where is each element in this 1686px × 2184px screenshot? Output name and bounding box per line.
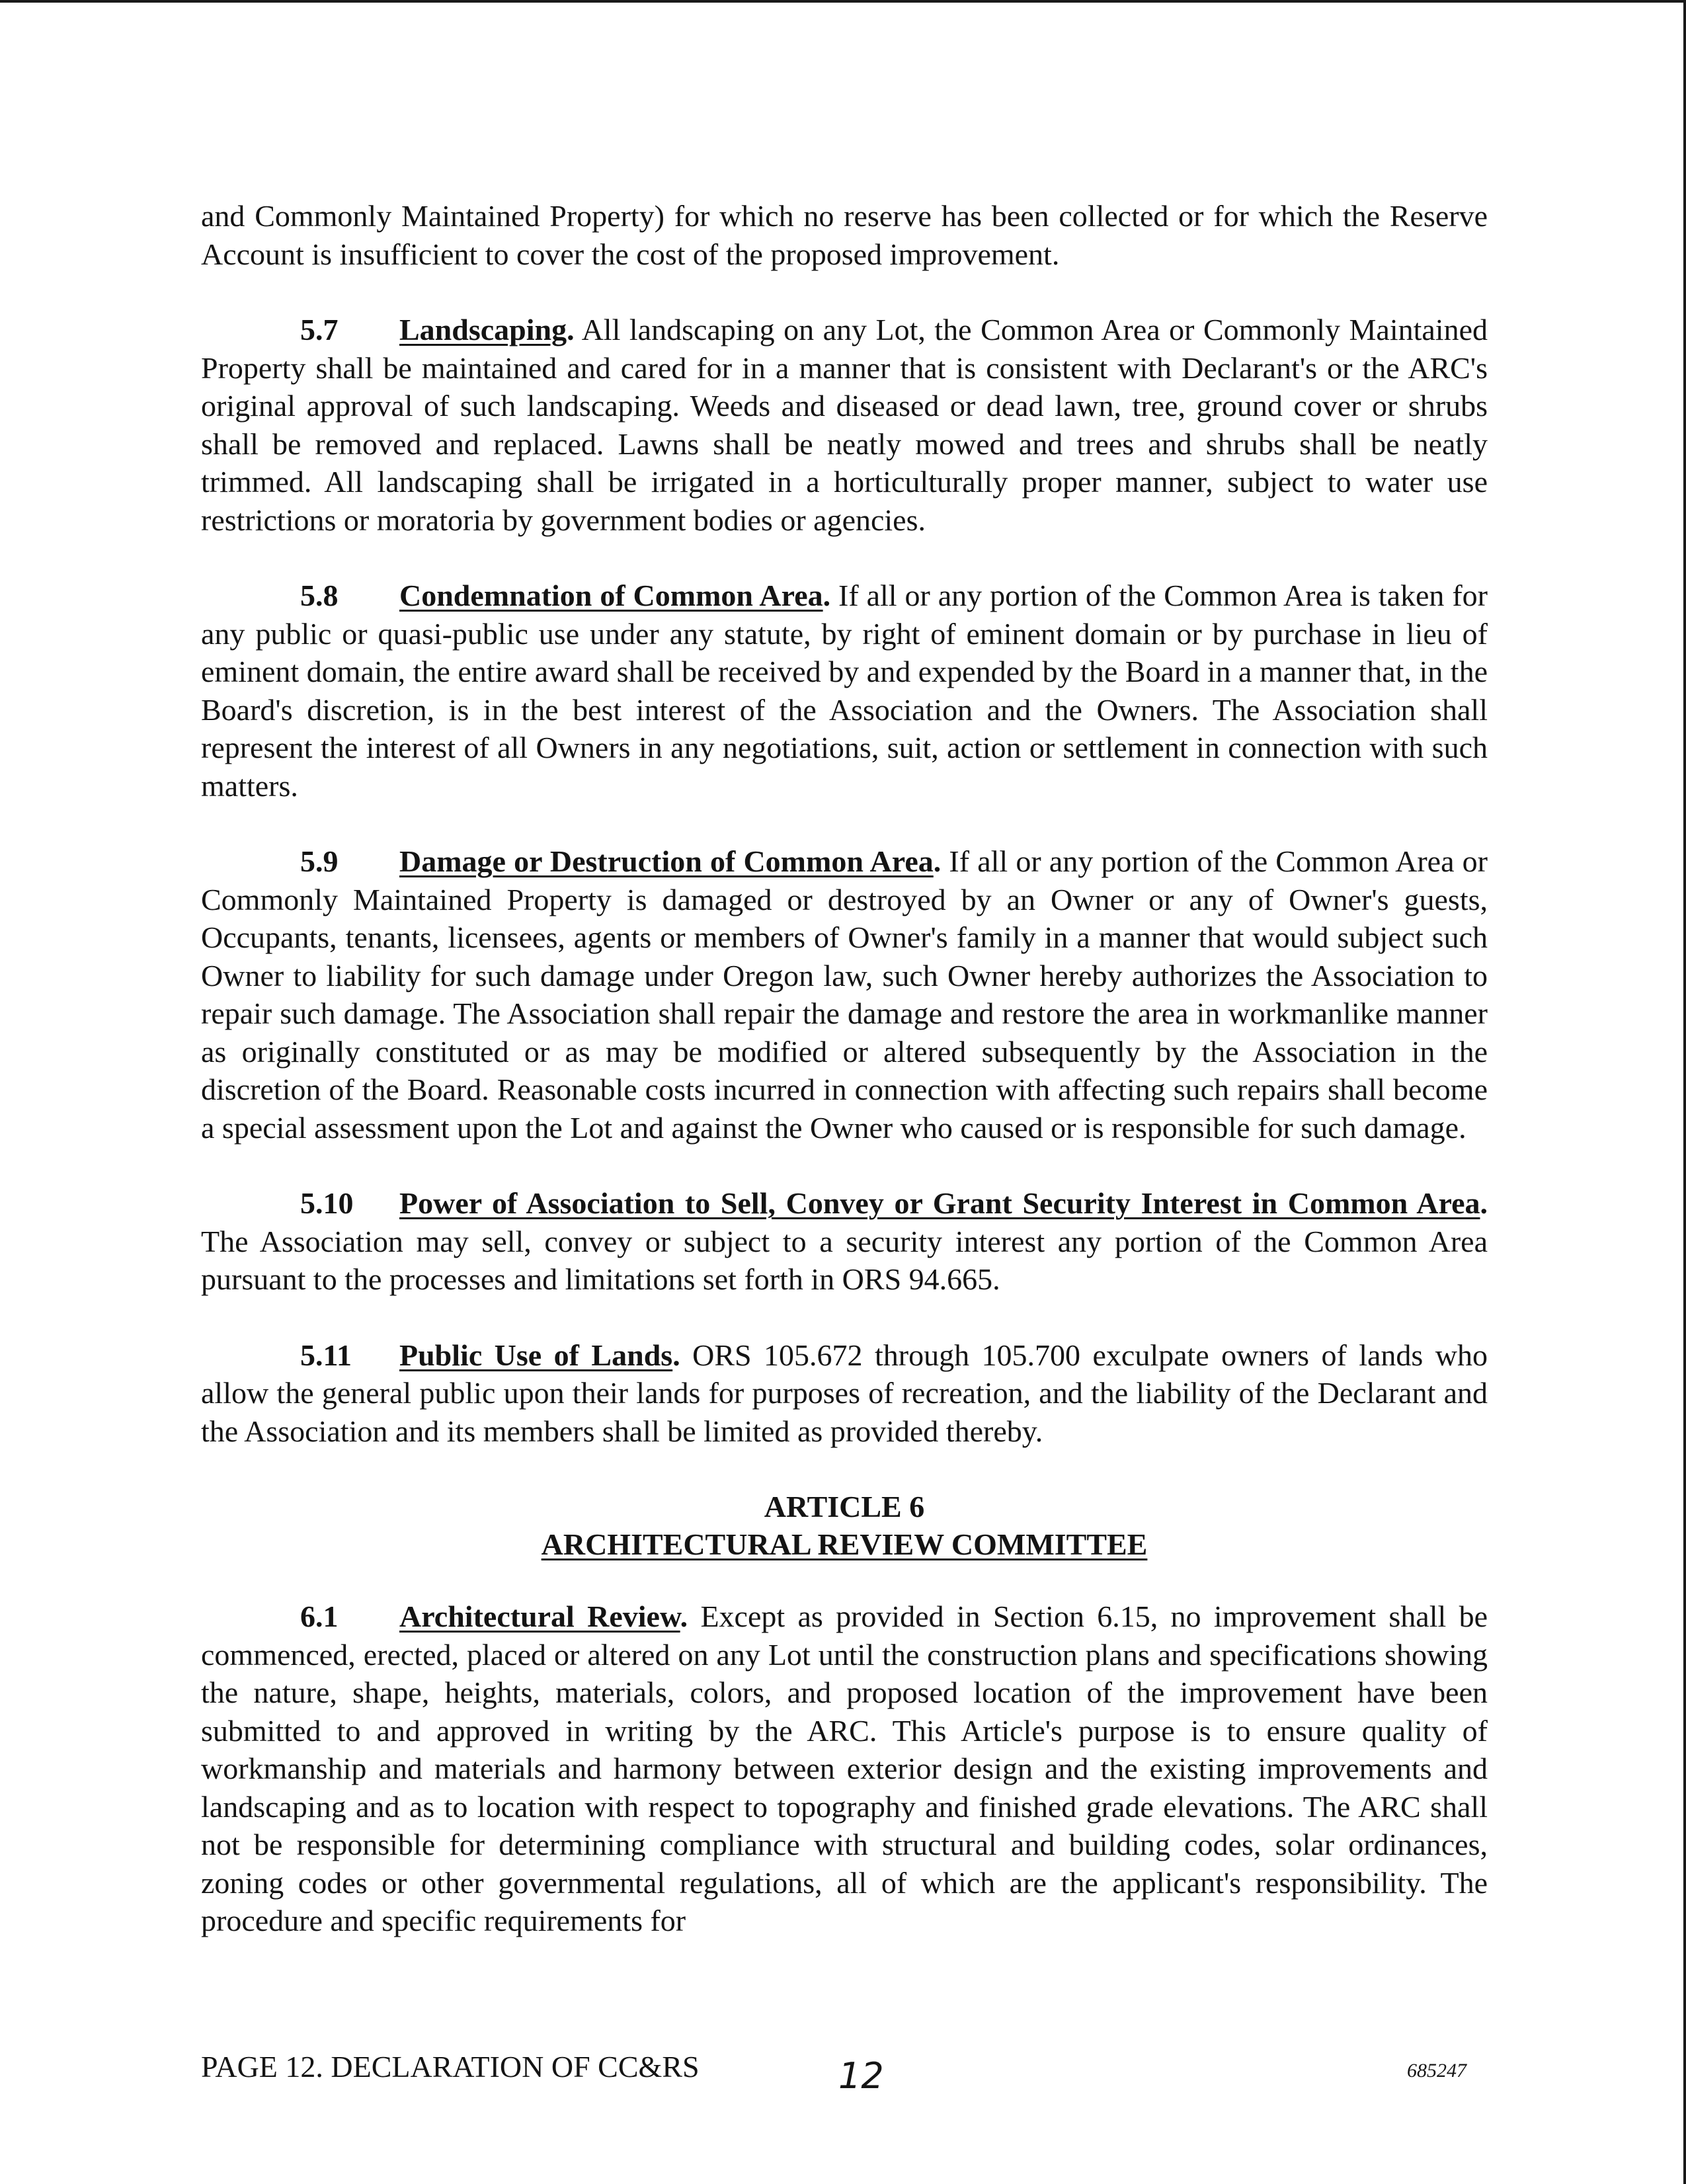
- section-heading: Landscaping: [399, 313, 567, 346]
- section-5-10: 5.10 Power of Association to Sell, Convey or Grant Security Interest in Common Area. The Association may sell, convey or subject to a security interest any portion of the Common Area pursuant to the processes and limitations set forth in ORS 94.665.: [201, 1184, 1488, 1299]
- section-body: All landscaping on any Lot, the Common Area or Commonly Maintained Property shall be maintained and cared for in a manner that is consistent with Declarant's or the ARC's original approval of such landscaping. Weeds and diseased or dead lawn, tree, ground cover or shrubs shall be removed and replaced. Lawns shall be neatly mowed and trees and shrubs shall be neatly trimmed. All landscaping shall be irrigated in a horticulturally proper manner, subject to water use restrictions or moratoria by government bodies or agencies.: [201, 313, 1488, 537]
- section-number: 5.8: [300, 579, 339, 612]
- intro-text: and Commonly Maintained Property) for which no reserve has been collected or for which the Reserve Account is insufficient to cover the cost of the proposed improvement.: [201, 199, 1488, 271]
- section-body: If all or any portion of the Common Area is taken for any public or quasi-public use under any statute, by right of eminent domain or by purchase in lieu of eminent domain, the entire award shall be received by and expended by the Board in a manner that, in the Board's discretion, is in the best interest of the Association and the Owners. The Association shall represent the interest of all Owners in any negotiations, suit, action or settlement in connection with such matters.: [201, 579, 1488, 803]
- article-heading: [201, 1488, 1488, 1563]
- section-heading: Architectural Review: [399, 1599, 680, 1633]
- section-number: 5.7: [300, 313, 339, 346]
- section-number: 6.1: [300, 1599, 339, 1633]
- section-body: If all or any portion of the Common Area or Commonly Maintained Property is damaged or destroyed by an Owner or any of Owner's guests, Occupants, tenants, licensees, agents or members of Owner's family in a manner that would subject such Owner to liability for such damage under Oregon law, such Owner hereby authorizes the Association to repair such damage. The Association shall repair the damage and restore the area in workmanlike manner as originally constituted or as may be modified or altered subsequently by the Association in the discretion of the Board. Reasonable costs incurred in connection with affecting such repairs shall become a special assessment upon the Lot and against the Owner who caused or is responsible for such damage.: [201, 844, 1488, 1145]
- section-heading: Public Use of Lands: [399, 1338, 673, 1372]
- section-number: 5.9: [300, 844, 339, 878]
- section-heading: Damage or Destruction of Common Area: [399, 844, 934, 878]
- section-heading: Condemnation of Common Area: [399, 579, 823, 612]
- scan-border-top: [0, 0, 1686, 3]
- scan-border-right: [1683, 0, 1686, 2184]
- section-5-11: 5.11 Public Use of Lands. ORS 105.672 through 105.700 exculpate owners of lands who allow the general public upon their lands for purposes of recreation, and the liability of the Declarant and the Association and its members shall be limited as provided thereby.: [201, 1336, 1488, 1451]
- section-number: 5.10: [300, 1186, 354, 1220]
- section-heading: Power of Association to Sell, Convey or Grant Security Interest in Common Area: [399, 1186, 1480, 1220]
- section-body: The Association may sell, convey or subject to a security interest any portion of the Common Area pursuant to the processes and limitations set forth in ORS 94.665.: [201, 1224, 1488, 1296]
- section-body: ORS 105.672 through 105.700 exculpate owners of lands who allow the general public upon their lands for purposes of recreation, and the liability of the Declarant and the Association and its members shall be limited as provided thereby.: [201, 1338, 1488, 1448]
- document-number: 685247: [1407, 2060, 1466, 2082]
- article-label: ARTICLE 6: [764, 1490, 925, 1523]
- handwritten-page-number: 12: [838, 2055, 884, 2097]
- intro-paragraph: [201, 197, 1488, 273]
- section-body: Except as provided in Section 6.15, no improvement shall be commenced, erected, placed or altered on any Lot until the construction plans and specifications showing the nature, shape, heights, materials, colors, and proposed location of the improvement have been submitted to and approved in writing by the ARC. This Article's purpose is to ensure quality of workmanship and materials and harmony between exterior design and the existing improvements and landscaping and as to location with respect to topography and finished grade elevations. The ARC shall not be responsible for determining compliance with structural and building codes, solar ordinances, zoning codes or other governmental regulations, all of which are the applicant's responsibility. The procedure and specific requirements for: [201, 1599, 1488, 1937]
- section-number: 5.11: [300, 1338, 352, 1372]
- document-body: [201, 197, 1488, 1978]
- section-5-8: 5.8 Condemnation of Common Area. If all or any portion of the Common Area is taken for any public or quasi-public use under any statute, by right of eminent domain or by purchase in lieu of eminent domain, the entire award shall be received by and expended by the Board in a manner that, in the Board's discretion, is in the best interest of the Association and the Owners. The Association shall represent the interest of all Owners in any negotiations, suit, action or settlement in connection with such matters.: [201, 577, 1488, 805]
- page-footer-label: PAGE 12. DECLARATION OF CC&RS: [201, 2050, 700, 2083]
- article-title: ARCHITECTURAL REVIEW COMMITTEE: [541, 1527, 1148, 1561]
- section-5-9: 5.9 Damage or Destruction of Common Area. If all or any portion of the Common Area or Commonly Maintained Property is damaged or destroyed by an Owner or any of Owner's guests, Occupants, tenants, licensees, agents or members of Owner's family in a manner that would subject such Owner to liability for such damage under Oregon law, such Owner hereby authorizes the Association to repair such damage. The Association shall repair the damage and restore the area in workmanlike manner as originally constituted or as may be modified or altered subsequently by the Association in the discretion of the Board. Reasonable costs incurred in connection with affecting such repairs shall become a special assessment upon the Lot and against the Owner who caused or is responsible for such damage.: [201, 842, 1488, 1147]
- section-6-1: 6.1 Architectural Review. Except as provided in Section 6.15, no improvement shall be commenced, erected, placed or altered on any Lot until the construction plans and specifications showing the nature, shape, heights, materials, colors, and proposed location of the improvement have been submitted to and approved in writing by the ARC. This Article's purpose is to ensure quality of workmanship and materials and harmony between exterior design and the existing improvements and landscaping and as to location with respect to topography and finished grade elevations. The ARC shall not be responsible for determining compliance with structural and building codes, solar ordinances, zoning codes or other governmental regulations, all of which are the applicant's responsibility. The procedure and specific requirements for: [201, 1598, 1488, 1940]
- section-5-7: 5.7 Landscaping. All landscaping on any Lot, the Common Area or Commonly Maintained Property shall be maintained and cared for in a manner that is consistent with Declarant's or the ARC's original approval of such landscaping. Weeds and diseased or dead lawn, tree, ground cover or shrubs shall be removed and replaced. Lawns shall be neatly mowed and trees and shrubs shall be neatly trimmed. All landscaping shall be irrigated in a horticulturally proper manner, subject to water use restrictions or moratoria by government bodies or agencies.: [201, 311, 1488, 539]
